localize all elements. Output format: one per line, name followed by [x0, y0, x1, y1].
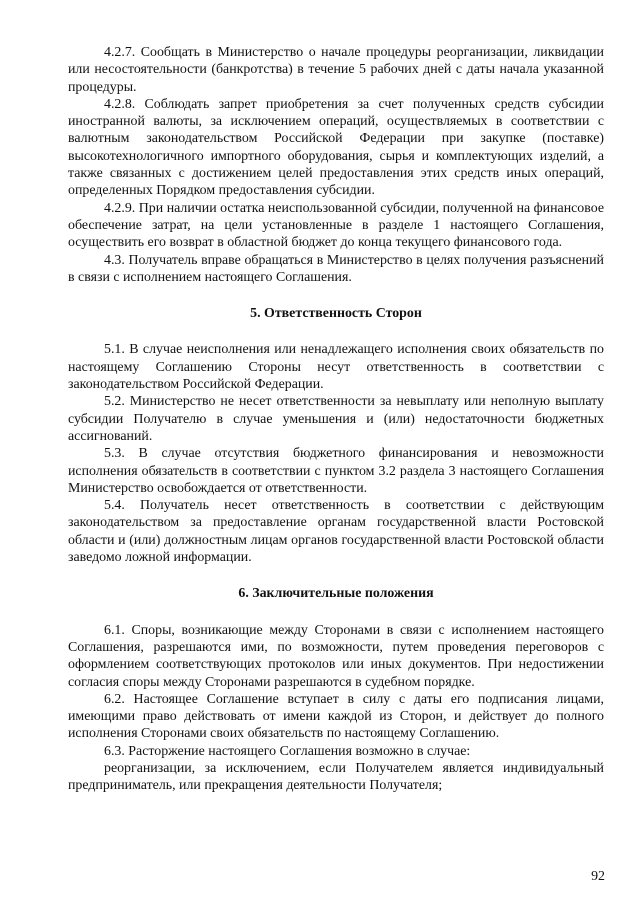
clause-4-3: 4.3. Получатель вправе обращаться в Министерство в целях получения разъяснений в связи с исполнением настоящего Соглашения. — [68, 252, 604, 285]
page-number: 92 — [591, 869, 605, 884]
clause-4-2-8: 4.2.8. Соблюдать запрет приобретения за счет полученных средств субсидии иностранной валюты, за исключением операций, осуществляемых в соответствии с валютным законодательством Российской Федерации при закупке (поставке) высокотехнологичного импортного оборудования, сырья и комплектующих изделий, а также связанных с достижением целей предоставления этих средств иных операций, определенных Порядком предоставления субсидии. — [68, 96, 604, 199]
spacer — [68, 322, 604, 341]
clause-6-2: 6.2. Настоящее Соглашение вступает в силу с даты его подписания лицами, имеющими право действовать от имени каждой из Сторон, и действует до полного исполнения Сторонами своих обязательств по настоящему Соглашению. — [68, 691, 604, 742]
clause-6-1: 6.1. Споры, возникающие между Сторонами в связи с исполнением настоящего Соглашения, разрешаются ими, по возможности, путем проведения переговоров с оформлением соответствующих протоколов или иных документов. При недостижении согласия споры между Сторонами разрешаются в судебном порядке. — [68, 622, 604, 690]
clause-5-4: 5.4. Получатель несет ответственность в соответствии с действующим законодательством за предоставление органам государственной власти Ростовской области и (или) должностным лицам органов государственной власти Ростовской области заведомо ложной информации. — [68, 498, 604, 566]
clause-5-3: 5.3. В случае отсутствия бюджетного финансирования и невозможности исполнения обязательств в соответствии с пунктом 3.2 раздела 3 настоящего Соглашения Министерство освобождается от ответственности. — [68, 446, 604, 496]
spacer — [68, 286, 604, 305]
clause-6-3: 6.3. Расторжение настоящего Соглашения возможно в случае: — [104, 743, 471, 759]
clause-4-2-9: 4.2.9. При наличии остатка неиспользованной субсидии, полученной на финансовое обеспечение затрат, на цели установленные в разделе 1 настоящего Соглашения, осуществить его возврат в областной бюджет до конца текущего финансового года. — [68, 200, 604, 251]
section-6-heading: 6. Заключительные положения — [238, 586, 434, 602]
clause-5-1: 5.1. В случае неисполнения или ненадлежащего исполнения своих обязательств по настоящему Соглашению Стороны несут ответственность в соответствии с законодательством Российской Федерации. — [68, 342, 604, 393]
clause-5-2: 5.2. Министерство не несет ответственности за невыплату или неполную выплату субсидии Получателю в случае уменьшения и (или) недостаточности бюджетных ассигнований. — [68, 394, 604, 444]
spacer — [68, 603, 604, 622]
section-5-heading: 5. Ответственность Сторон — [250, 306, 422, 322]
document-page — [68, 44, 604, 795]
spacer — [68, 566, 604, 585]
clause-6-3-item: реорганизации, за исключением, если Получателем является индивидуальный предприниматель, или прекращения деятельности Получателя; — [68, 760, 604, 794]
clause-4-2-7: 4.2.7. Сообщать в Министерство о начале процедуры реорганизации, ликвидации или несостоятельности (банкротства) в течение 5 рабочих дней с даты начала указанной процедуры. — [68, 45, 604, 95]
